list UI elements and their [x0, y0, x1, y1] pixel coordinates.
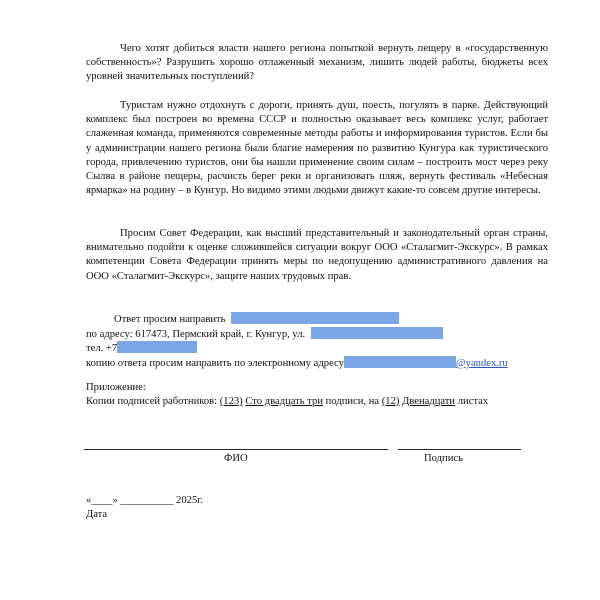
reply-line [114, 312, 399, 326]
reply-label: Ответ просим направить [114, 314, 226, 325]
phone-line [86, 341, 197, 355]
address-label: по адресу: 617473, Пермский край, г. Кунгур, ул. [86, 329, 306, 340]
attachment-prefix: Копии подписей работников: [86, 396, 218, 407]
email-label: копию ответа просим направить по электронному адресу [86, 358, 344, 369]
fio-caption: ФИО [224, 453, 248, 464]
phone-label: тел. +7 [86, 343, 118, 354]
redacted-address [311, 327, 443, 339]
paragraph-question: Чего хотят добиться власти нашего региона попыткой вернуть пещеру в «государственную собственность»? Разрушить хорошо отлаженный механизм, лишить людей работы, бюджеты всех уровней значительных поступлений? [86, 43, 548, 83]
email-line [86, 356, 508, 370]
attachment-sheets-words: Двенадцати [402, 396, 456, 407]
fio-signature-line [84, 449, 388, 450]
attachment-count-words: Сто двадцать три [245, 396, 324, 407]
sign-signature-line [398, 449, 521, 450]
address-line [86, 327, 443, 341]
attachment-middle: подписи, на [325, 396, 380, 407]
email-domain-link[interactable]: @yandex.ru [455, 358, 508, 369]
redacted-email [344, 356, 456, 368]
date-line: «____» __________ 2025г. [86, 495, 204, 506]
attachment-count-num: (123) [219, 396, 243, 407]
redacted-phone [117, 341, 197, 353]
paragraph-request: Просим Совет Федерации, как высший представительный и законодательный орган страны, внимательно подойти к оценке сложившейся ситуации вокруг ООО «Сталагмит-Экскурс». В рамках компетенции Совета Федерации принять меры по недопущению административного давления на ООО «Сталагмит-Экскурс», защите наших трудовых прав. [86, 228, 548, 282]
attachment-heading: Приложение: [86, 382, 146, 393]
attachment-suffix: листах [457, 396, 489, 407]
redacted-name [231, 312, 399, 324]
sign-caption: Подпись [424, 453, 463, 464]
date-label: Дата [86, 509, 108, 520]
attachment-sheets-num: (12) [381, 396, 400, 407]
paragraph-tourists: Туристам нужно отдохнуть с дороги, принять душ, поесть, погулять в парке. Действующий комплекс был построен во времена СССР и полностью оказывает весь комплекс услуг, работает слаженная команда, применяются современные методы работы и информирования туристов. Если бы у администрации нашего региона были благие намерения по развитию Кунгура как туристического города, привлечению туристов, они бы нашли применение своим силам – построить мост через реку Сылва в районе пещеры, расчисть берег реки и организовать пляж, вернуть фестиваль «Небесная ярмарка» на родину – в Кунгур. Но видимо этими людьми движут какие-то совсем другие интересы. [86, 100, 548, 197]
attachment-line [86, 395, 488, 408]
